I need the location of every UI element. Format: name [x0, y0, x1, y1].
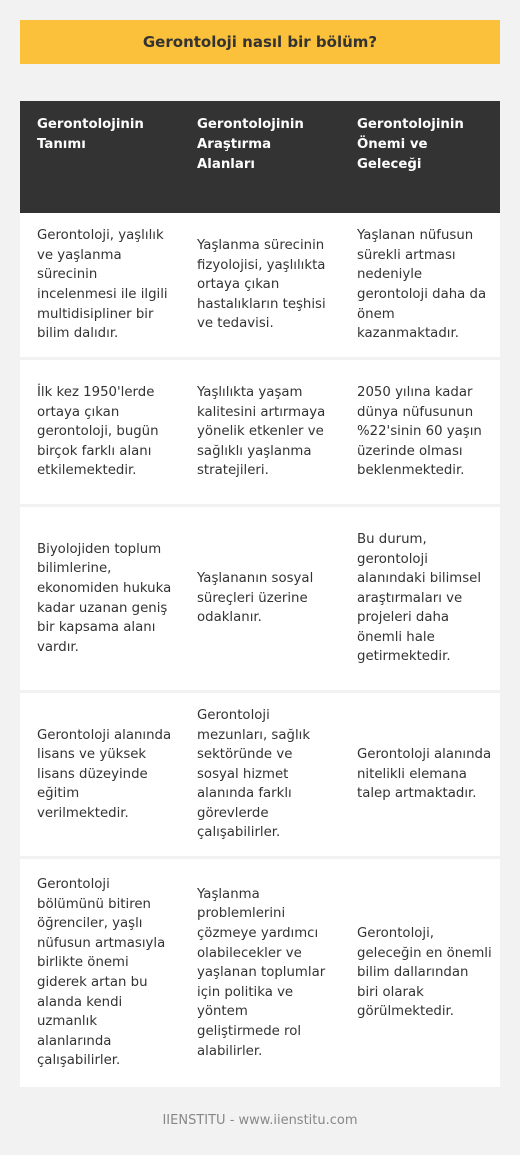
cell-text: Yaşlanma problemlerini çözmeye yardımcı olabilecekler ve yaşlanan toplumlar için politika ve yöntem geliştirmede rol alabilirler.	[197, 886, 326, 1059]
cell-text: Yaşlananın sosyal süreçleri üzerine odaklanır.	[197, 571, 314, 626]
cell-text: Gerontoloji, yaşlılık ve yaşlanma sürecinin incelenmesi ile ilgili multidisipliner bir bilim dalıdır.	[37, 228, 168, 342]
table-header-research-areas: Gerontolojinin Araştırma Alanları	[180, 101, 340, 213]
table-cell	[180, 507, 340, 693]
cell-text: Gerontoloji bölümünü bitiren öğrenciler, yaşlı nüfusun artmasıyla birlikte önemi giderek artan bu alanda kendi uzmanlık alanlarında çalışabilirler.	[37, 877, 166, 1069]
cell-text: 2050 yılına kadar dünya nüfusunun %22'sinin 60 yaşın üzerinde olması beklenmektedir.	[357, 385, 482, 479]
table-cell	[340, 859, 500, 1087]
table-cell	[20, 507, 180, 693]
page-title: Gerontoloji nasıl bir bölüm?	[142, 33, 378, 51]
table-cell	[180, 859, 340, 1087]
table-cell	[20, 693, 180, 859]
table-cell	[340, 213, 500, 360]
cell-text: İlk kez 1950'lerde ortaya çıkan gerontoloji, bugün birçok farklı alanı etkilemektedir.	[37, 385, 159, 479]
table-cell	[180, 360, 340, 507]
cell-text: Bu durum, gerontoloji alanındaki bilimsel araştırmaları ve projeleri daha önemli hale getirmektedir.	[357, 531, 482, 665]
table-cell	[20, 213, 180, 360]
table-header-definition: Gerontolojinin Tanımı	[20, 101, 180, 213]
cell-text: Yaşlılıkta yaşam kalitesini artırmaya yönelik etkenler ve sağlıklı yaşlanma stratejileri.	[197, 385, 326, 479]
info-table	[20, 101, 500, 1087]
cell-text: Gerontoloji alanında nitelikli elemana talep artmaktadır.	[357, 747, 492, 802]
cell-text: Gerontoloji mezunları, sağlık sektöründe ve sosyal hizmet alanında farklı görevlerde çalışabilirler.	[197, 707, 311, 841]
cell-text: Biyolojiden toplum bilimlerine, ekonomiden hukuka kadar uzanan geniş bir kapsama alanı vardır.	[37, 541, 172, 655]
title-banner	[20, 20, 500, 64]
table-cell	[340, 507, 500, 693]
cell-text: Yaşlanma sürecinin fizyolojisi, yaşlılıkta ortaya çıkan hastalıkların teşhisi ve tedavisi.	[197, 238, 326, 332]
table-cell	[180, 693, 340, 859]
table-cell	[340, 360, 500, 507]
cell-text: Gerontoloji alanında lisans ve yüksek lisans düzeyinde eğitim verilmektedir.	[37, 727, 172, 821]
cell-text: Yaşlanan nüfusun sürekli artması nedeniyle gerontoloji daha da önem kazanmaktadır.	[357, 228, 487, 342]
table-cell	[340, 693, 500, 859]
cell-text: Gerontoloji, geleceğin en önemli bilim dallarından biri olarak görülmektedir.	[357, 926, 492, 1020]
table-header-importance: Gerontolojinin Önemi ve Geleceği	[340, 101, 500, 213]
table-cell	[20, 360, 180, 507]
table-cell	[20, 859, 180, 1087]
table-cell	[180, 213, 340, 360]
footer-credit: IIENSTITU - www.iienstitu.com	[162, 1113, 358, 1128]
